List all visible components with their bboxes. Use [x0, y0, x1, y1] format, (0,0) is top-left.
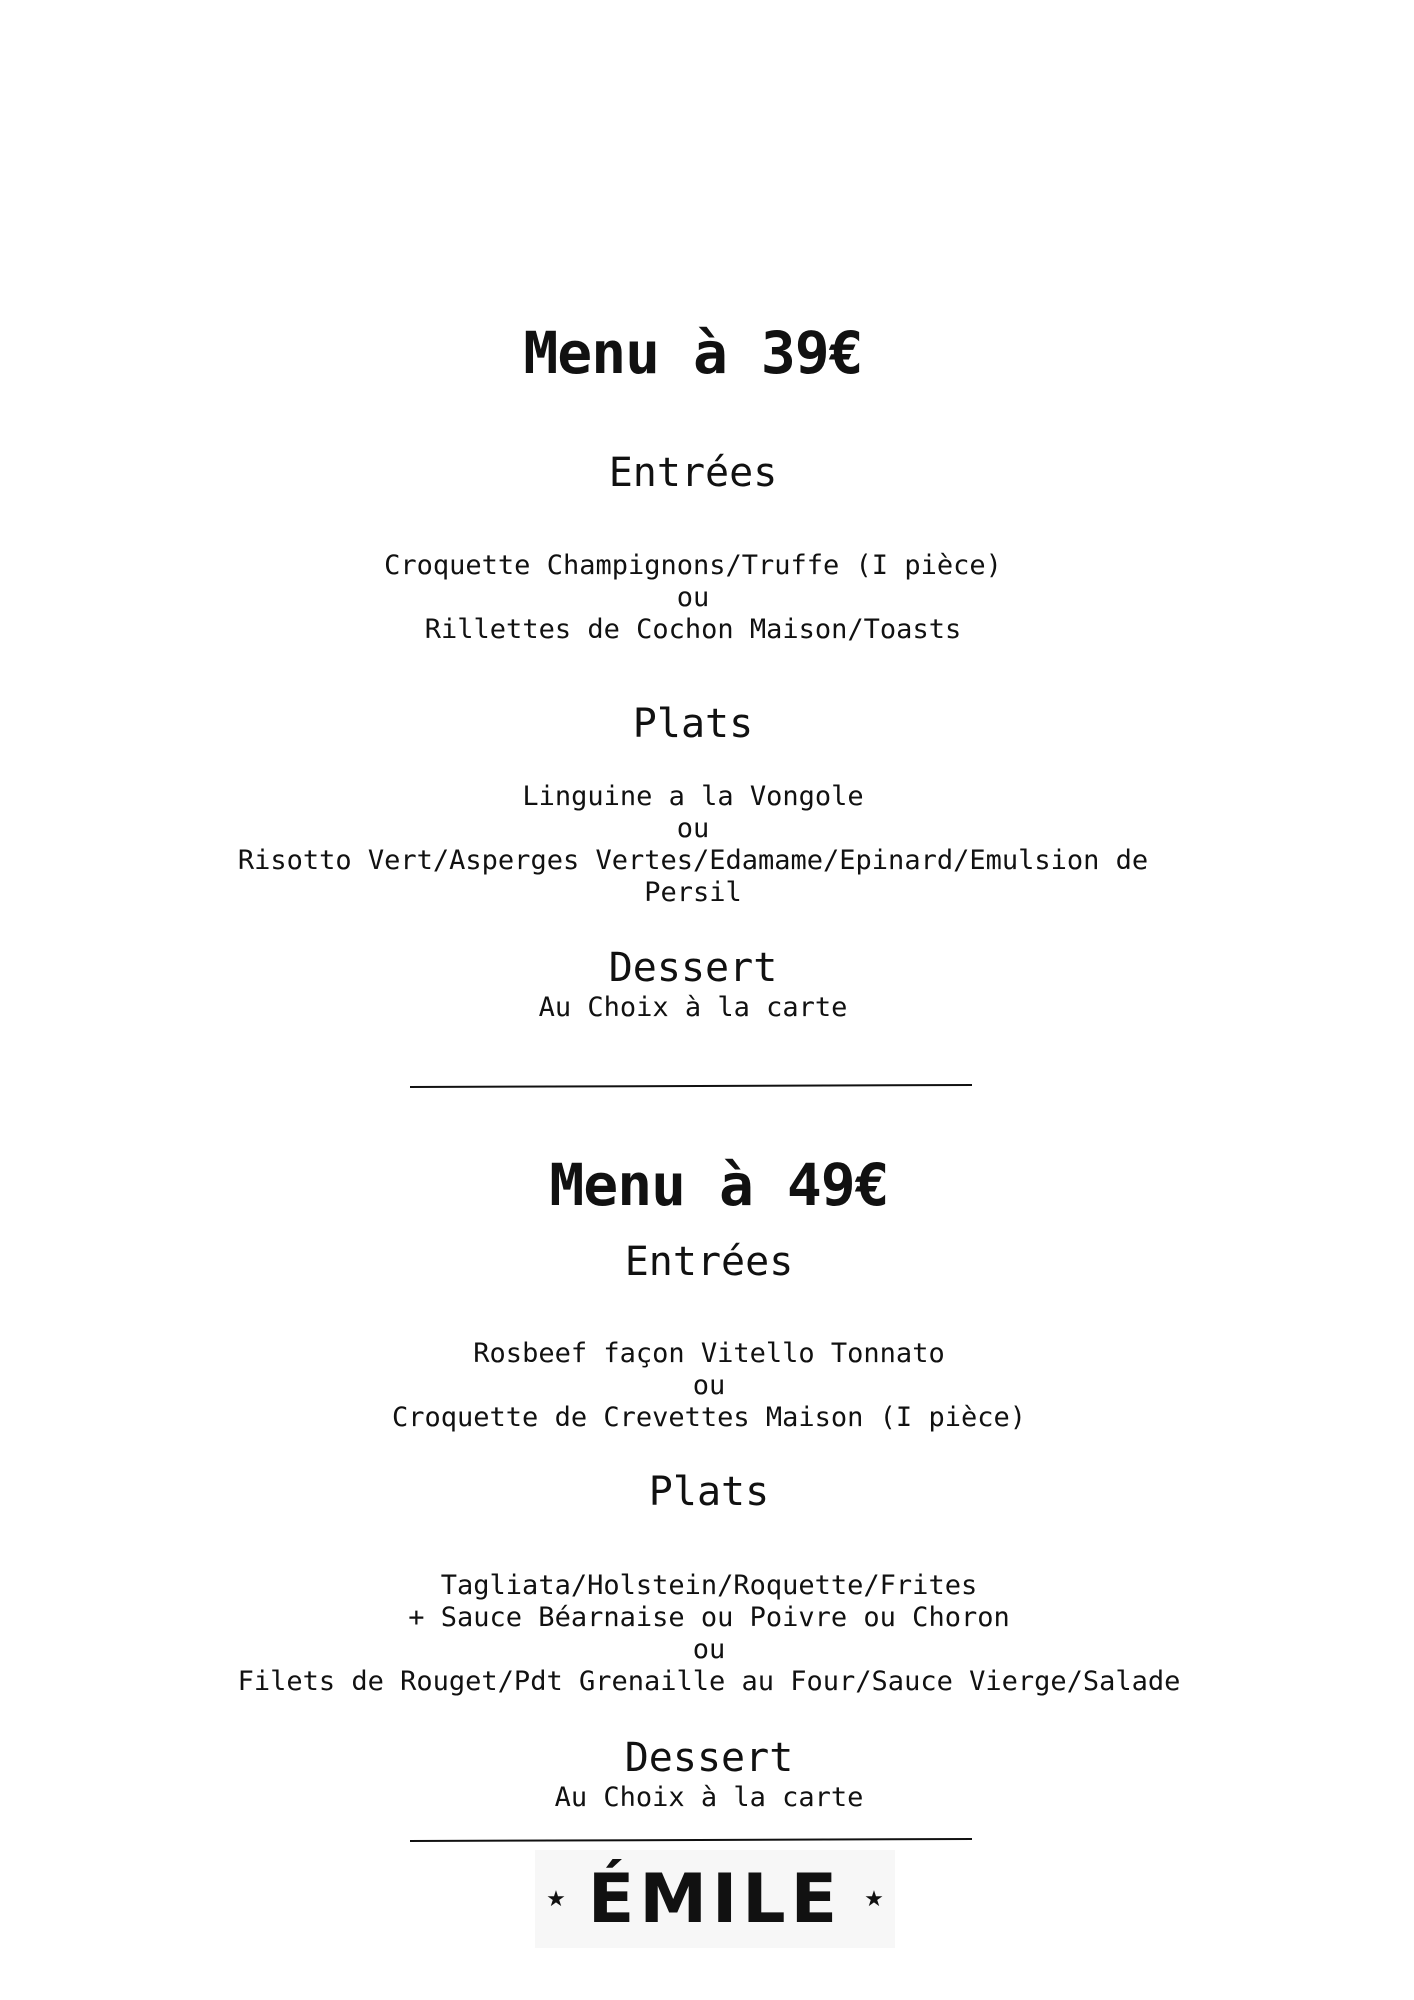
divider-rule [410, 1084, 972, 1088]
menu-39-entree-2: Rillettes de Cochon Maison/Toasts [424, 614, 962, 645]
menu-39-dessert-line: Au Choix à la carte [538, 992, 848, 1023]
menu-49-entree-1: Rosbeef façon Vitello Tonnato [473, 1338, 945, 1369]
logo-wordmark: ÉMILE [587, 1859, 843, 1939]
menu-49-title: Menu à 49€ [549, 1151, 889, 1219]
menu-39-dessert-heading: Dessert [608, 945, 778, 991]
menu-49-entrees-heading: Entrées [624, 1239, 794, 1285]
emile-logo [535, 1850, 895, 1948]
bottom-rule [410, 1838, 972, 1842]
menu-49-plat-or: ou [692, 1634, 726, 1665]
menu-39-plats-heading: Plats [632, 701, 754, 747]
menu-49-entree-or: ou [692, 1370, 726, 1401]
menu-39-entrees-heading: Entrées [608, 450, 778, 496]
menu-39-entree-or: ou [676, 582, 710, 613]
menu-39-plat-1: Linguine a la Vongole [522, 781, 864, 812]
menu-39-plat-2-cont: Persil [644, 877, 742, 908]
menu-49-entree-2: Croquette de Crevettes Maison (I pièce) [392, 1402, 1026, 1433]
menu-39-title: Menu à 39€ [523, 319, 863, 387]
menu-49-dessert-line: Au Choix à la carte [554, 1782, 864, 1813]
menu-49-plats-heading: Plats [648, 1469, 770, 1515]
menu-49-plat-1: Tagliata/Holstein/Roquette/Frites [440, 1570, 978, 1601]
menu-39-entree-1: Croquette Champignons/Truffe (I pièce) [384, 550, 1002, 581]
menu-39-plat-or: ou [676, 813, 710, 844]
menu-49-dessert-heading: Dessert [624, 1735, 794, 1781]
menu-49-plat-2: Filets de Rouget/Pdt Grenaille au Four/Sauce Vierge/Salade [237, 1666, 1181, 1697]
star-icon: ★ [864, 1886, 884, 1912]
menu-49-plat-1-sauce: + Sauce Béarnaise ou Poivre ou Choron [408, 1602, 1010, 1633]
menu-39-plat-2: Risotto Vert/Asperges Vertes/Edamame/Epinard/Emulsion de [237, 845, 1149, 876]
star-icon: ★ [546, 1886, 566, 1912]
